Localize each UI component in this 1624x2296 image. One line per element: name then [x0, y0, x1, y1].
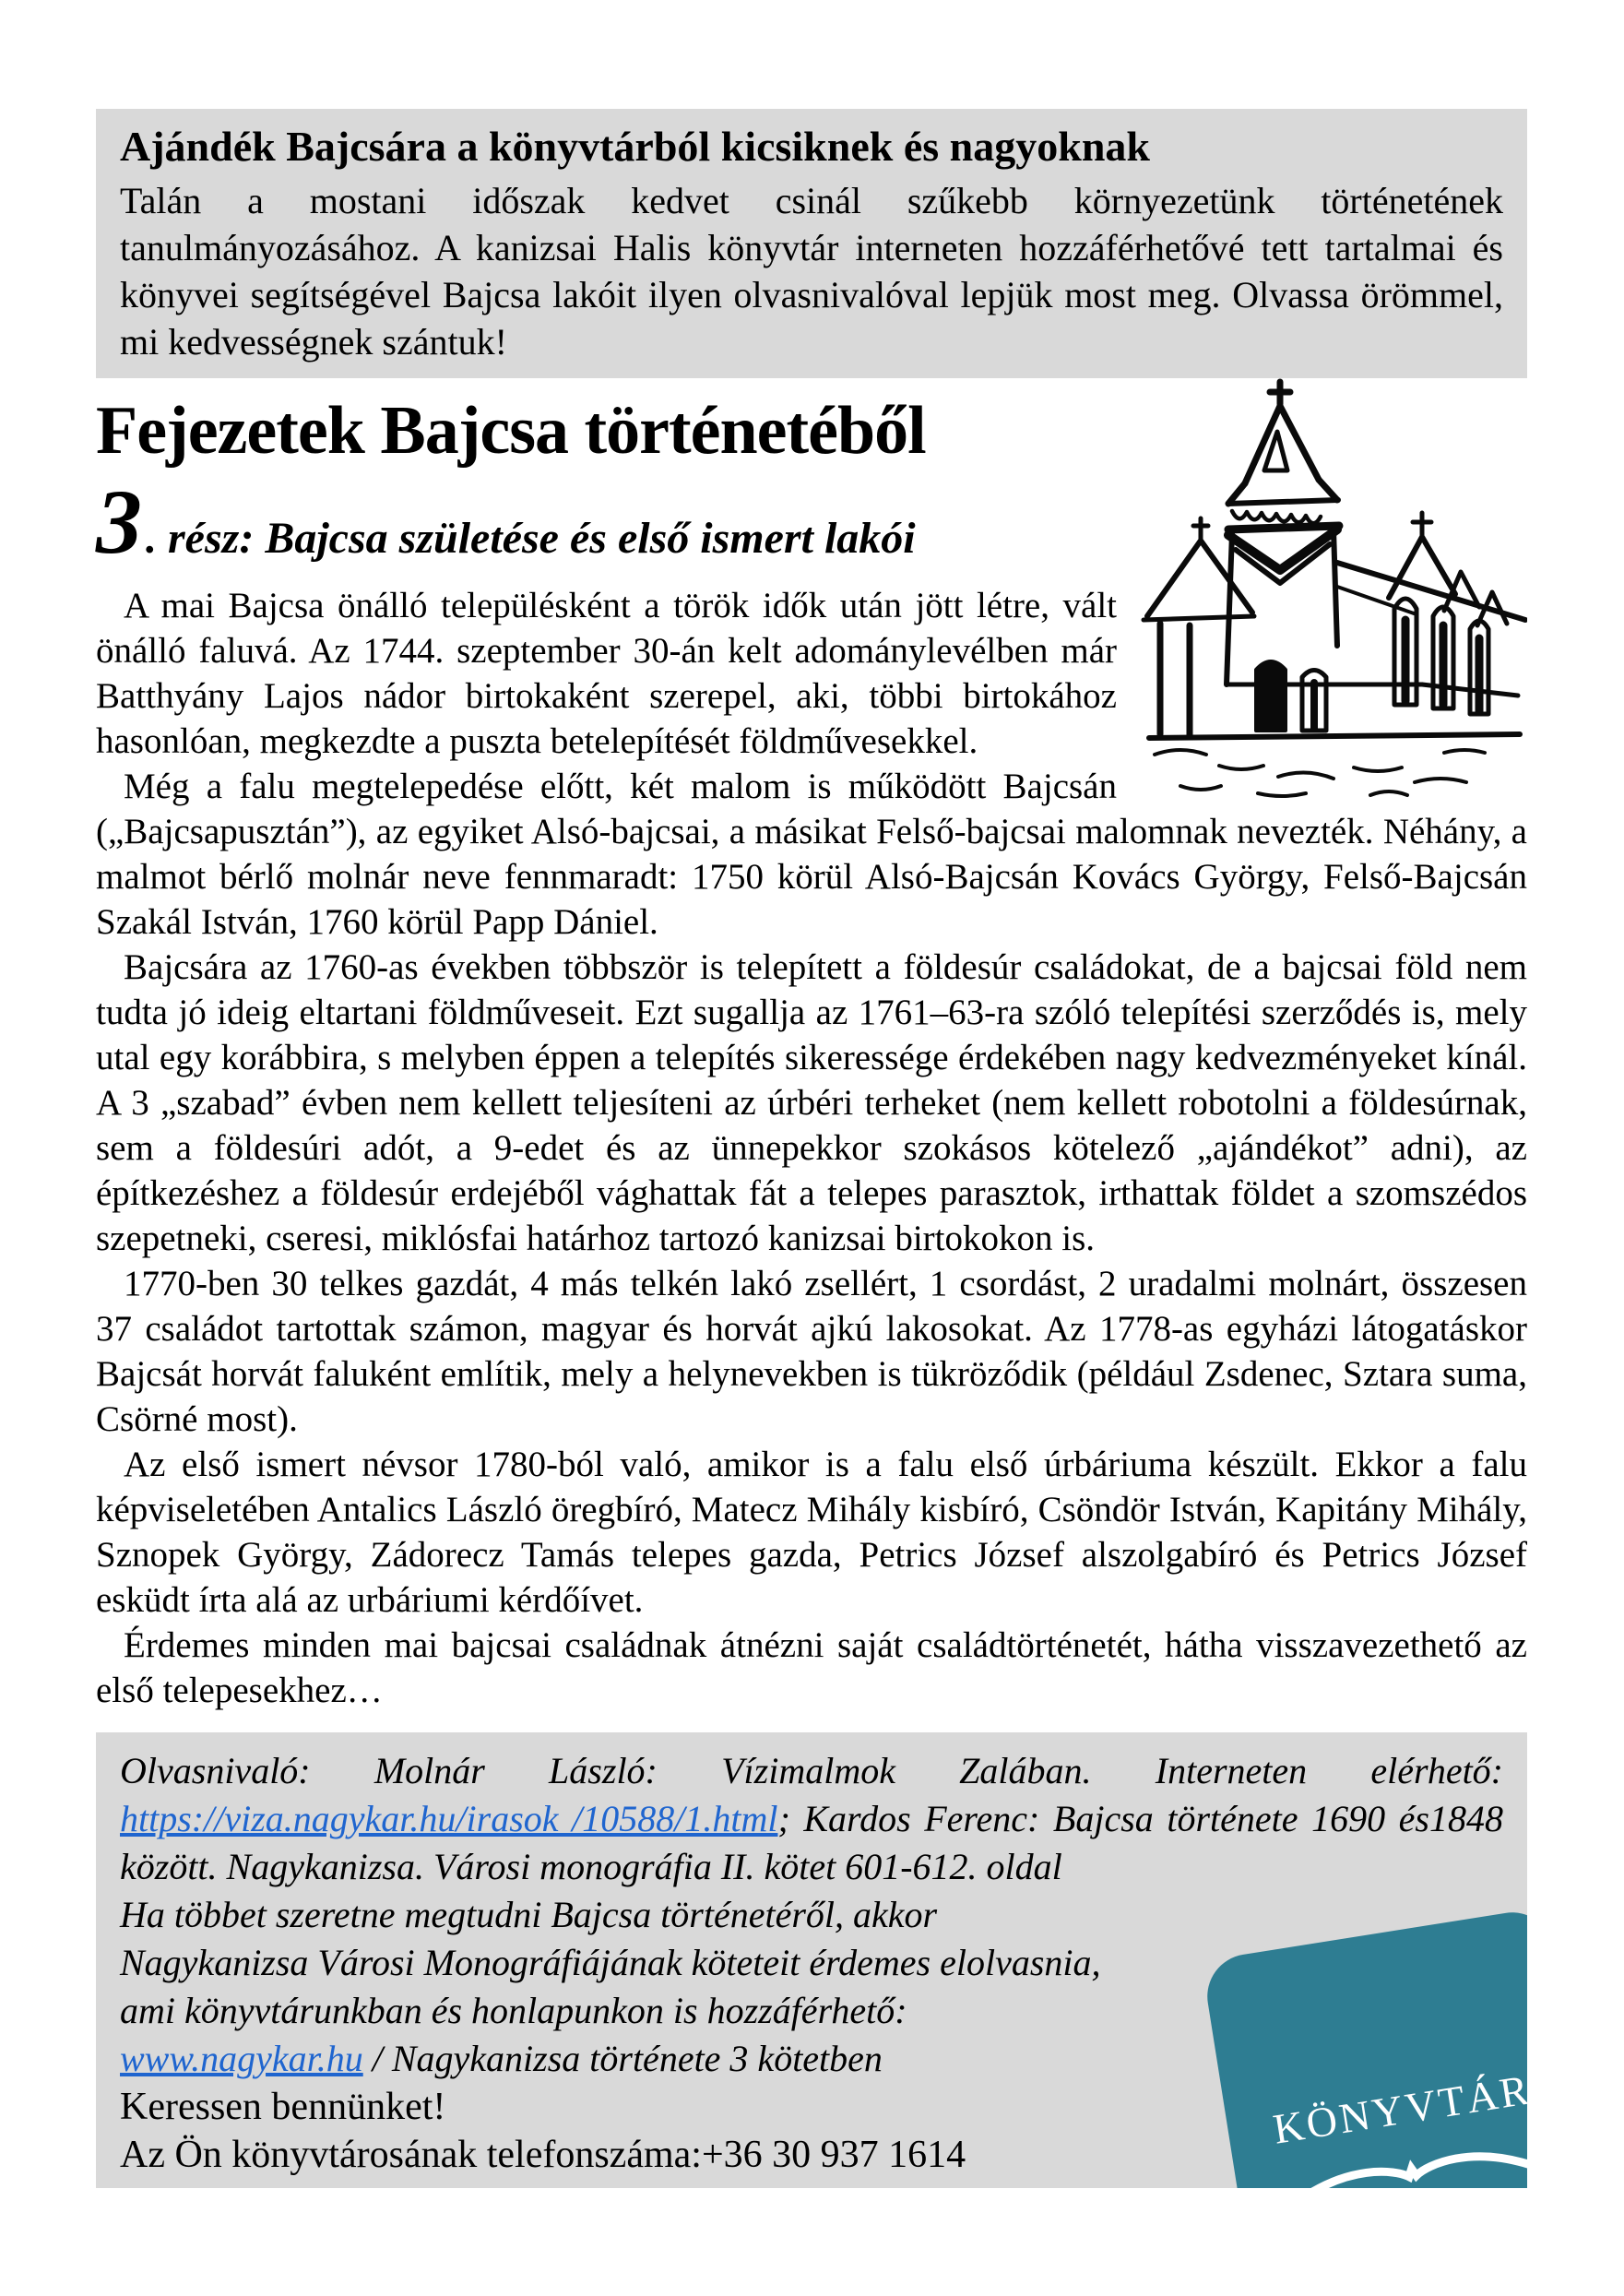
body-paragraph: Az első ismert névsor 1780-ból való, amikor is a falu első úrbáriuma készült. Ekkor a falu képviseletében Antalics László öregbíró, Matecz Mihály kisbíró, Csöndör István, Kapitány Mihály, Sznopek György, Zádorecz Tamás telepes gazda, Petrics József alszolgabíró és Petrics József esküdt írta alá az urbáriumi kérdőívet. [96, 1445, 1527, 1620]
phone-line: Az Ön könyvtárosának telefonszáma:+36 30 937 1614 [120, 2134, 966, 2176]
cta-line: Keressen bennünket! [120, 2086, 446, 2128]
link-nagykar[interactable]: www.nagykar.hu [120, 2038, 363, 2079]
body-paragraph: Bajcsára az 1760-as években többször is telepített a földesúr családokat, de a bajcsai föld nem tudta jó ideig eltartani földműveseit. Ezt sugallja az 1761–63-ra szóló telepítési szerződés is, mely utal egy korábbira, s melyben éppen a telepítés sikeressége érdekében nagy kedvezményeket kínál. A 3 „szabad” évben nem kellett teljesíteni az úrbéri terheket (nem kellett robotolni a földesúrnak, sem a földesúri adót, a 9-edet és az ünnepekkor szokásos kötelező „ajándékot” adni), az építkezéshez a földesúr erdejéből vághattak fát a telepes parasztok, irthattak földet a szomszédos szepetneki, cseresi, miklósfai határhoz tartozó kanizsai birtokokon is. [96, 947, 1527, 1258]
header-box [96, 109, 1527, 378]
subtitle-text: . rész: Bajcsa születése és első ismert lakói [146, 514, 916, 563]
header-title: Ajándék Bajcsára a könyvtárból kicsiknek és nagyoknak [120, 123, 1150, 170]
church-figure [1117, 583, 1527, 809]
part-number: 3 [96, 470, 142, 573]
logo-label: KÖNYVTÁR [1270, 2065, 1535, 2153]
references-box [96, 1732, 1535, 2188]
logo-square [1202, 1907, 1535, 2188]
reference-paragraph [120, 1747, 1503, 1891]
library-logo [1199, 1904, 1535, 2188]
reference-text: / Nagykanizsa története 3 kötetben [362, 2038, 883, 2079]
reference-text: Olvasnivaló: Molnár László: Vízimalmok Zalában. Interneten elérhető: [120, 1750, 1503, 1791]
body-paragraph: Érdemes minden mai bajcsai családnak átnézni saját családtörténetét, hátha visszavezethető az első telepesekhez… [96, 1625, 1527, 1710]
article-body [96, 583, 1527, 1713]
header-paragraph: Talán a mostani időszak kedvet csinál szűkebb környezetünk történetének tanulmányozásához. A kanizsai Halis könyvtár interneten hozzáférhetővé tett tartalmai és könyvei segítségével Bajcsa lakóit ilyen olvasnivalóval lepjük most meg. Olvassa örömmel, mi kedvességnek szántuk! [120, 180, 1503, 363]
body-paragraph: Még a falu megtelepedése előtt, két malom is működött Bajcsán („Bajcsapusztán”), az egyiket Alsó-bajcsai, a másikat Felső-bajcsai malomnak nevezték. Néhány, a malmot bérlő molnár neve fennmaradt: 1750 körül Alsó-Bajcsán Kovács György, Felső-Bajcsán Szakál István, 1760 körül Papp Dániel. [96, 767, 1527, 942]
reference-text: ; Kardos Ferenc: Bajcsa története 1690 és1848 között. Nagykanizsa. Városi monográfia II. kötet 601-612. oldal [120, 1798, 1503, 1887]
church-illustration [1140, 373, 1527, 806]
reference-text: Ha többet szeretne megtudni Bajcsa történetéről, akkor Nagykanizsa Városi Monográfiájának köteteit érdemes elolvasnia, ami könyvtárunkban és honlapunkon is hozzáférhető: [120, 1894, 1101, 2031]
article-headline: Fejezetek Bajcsa történetéből [96, 393, 926, 469]
body-paragraph: A mai Bajcsa önálló településként a török idők után jött létre, vált önálló faluvá. Az 1744. szeptember 30-án kelt adománylevélben már Batthyány Lajos nádor birtokaként szerepel, aki, többi birtokához hasonlóan, megkezdte a puszta betelepítését földművesekkel. [96, 586, 1117, 761]
link-viza-nagykar[interactable]: https://viza.nagykar.hu/irasok /10588/1.html [120, 1798, 778, 1839]
body-paragraph: 1770-ben 30 telkes gazdát, 4 más telkén lakó zsellért, 1 csordást, 2 uradalmi molnárt, összesen 37 családot tartottak számon, magyar és horvát ajkú lakosokat. Az 1778-as egyházi látogatáskor Bajcsát horvát faluként említik, mely a helynevekben is tükröződik (például Zsdenec, Sztara suma, Csörné most). [96, 1264, 1527, 1439]
